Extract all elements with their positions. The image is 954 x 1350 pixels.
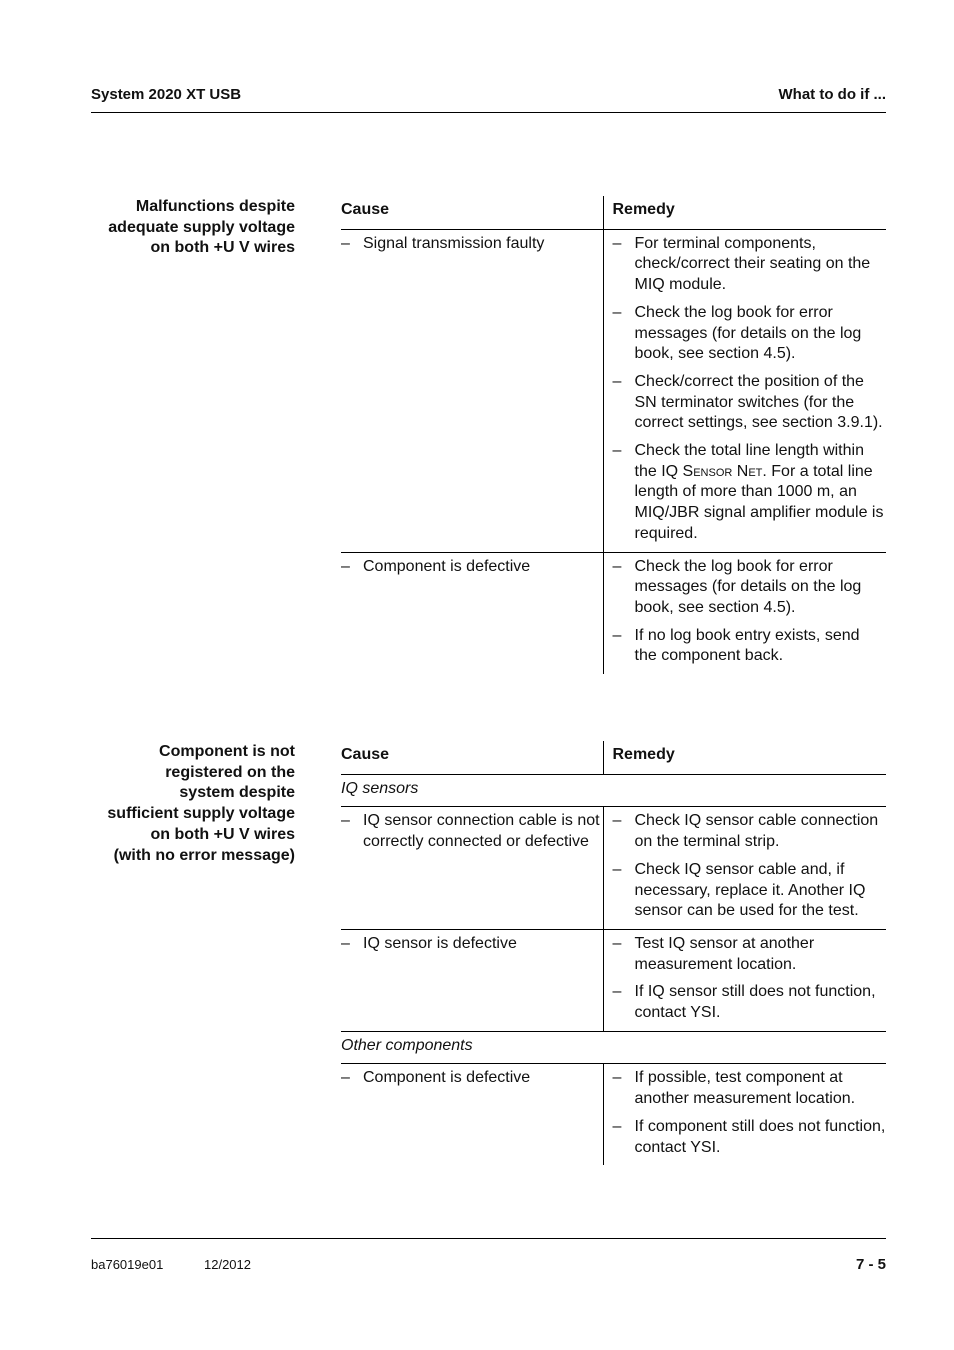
group-row: [341, 774, 886, 807]
section2-heading: [60, 742, 295, 866]
remedy-text: Check the log book for error messages (for details on the log book, see section 4.5).: [634, 303, 862, 363]
section2-heading-line: (with no error message): [113, 846, 295, 864]
cause-cell: [341, 552, 603, 674]
list-item: [613, 557, 887, 619]
cause-text: Component is defective: [363, 1069, 531, 1087]
section2-heading-line: registered on the: [165, 763, 295, 781]
dash-bullet: –: [612, 234, 622, 252]
dash-bullet: –: [612, 303, 622, 321]
table-row: [341, 807, 886, 930]
cause-text: Signal transmission faulty: [363, 234, 545, 252]
remedy-text: Check IQ sensor cable and, if necessary, replace it. Another IQ sensor can be used for the test.: [634, 860, 866, 920]
list-item: [613, 811, 887, 852]
column-header-cause: Cause: [341, 196, 603, 229]
column-header-cause: Cause: [341, 741, 603, 774]
section2-heading-line: sufficient supply voltage: [107, 805, 295, 823]
remedy-text: Check the log book for error messages (for details on the log book, see section 4.5).: [634, 557, 862, 616]
remedy-cell: [603, 807, 886, 930]
remedy-text: If possible, test component at another measurement location.: [634, 1069, 856, 1108]
section2-heading-line: Component is not: [159, 743, 295, 760]
remedy-text: If no log book entry exists, send the component back.: [634, 626, 860, 665]
remedy-cell: [603, 552, 886, 674]
cause-cell: [341, 1064, 603, 1165]
remedy-text: Test IQ sensor at another measurement location.: [634, 934, 815, 973]
dash-bullet: –: [612, 557, 622, 575]
header-title: System 2020 XT USB: [91, 86, 242, 103]
remedy-cell: [603, 1064, 886, 1165]
list-item: [613, 303, 887, 365]
list-item: [613, 626, 887, 667]
dash-bullet: –: [612, 626, 622, 644]
remedy-text: Check/correct the position of the SN terminator switches (for the correct settings, see section 3.9.1).: [634, 372, 883, 432]
header-section: What to do if ...: [778, 86, 886, 103]
table-header-row: [341, 196, 886, 229]
list-item: [613, 1068, 887, 1109]
dash-bullet: –: [612, 812, 622, 830]
dash-bullet: –: [612, 983, 622, 1001]
section2-heading-line: on both +U V wires: [150, 825, 295, 843]
list-item: [613, 372, 887, 434]
dash-bullet: –: [341, 557, 350, 575]
list-item: [613, 982, 887, 1023]
cause-cell: [341, 807, 603, 930]
column-header-remedy: Remedy: [603, 741, 886, 774]
list-item: [613, 934, 887, 975]
remedy-text: If component still does not function, contact YSI.: [634, 1117, 886, 1156]
dash-bullet: –: [341, 812, 350, 830]
dash-bullet: –: [341, 234, 350, 252]
header-divider: [91, 112, 886, 113]
remedy-cell: [603, 929, 886, 1031]
document-date: 12/2012: [204, 1257, 251, 1272]
dash-bullet: –: [612, 1117, 622, 1135]
cause-cell: [341, 929, 603, 1031]
list-item: [613, 860, 887, 922]
remedy-text: For terminal components, check/correct their seating on the MIQ module.: [634, 234, 871, 294]
brand-term: Sensor Net: [682, 462, 763, 480]
dash-bullet: –: [341, 1069, 350, 1087]
document-id: ba76019e01: [91, 1257, 164, 1272]
cause-text: IQ sensor connection cable is not correctly connected or defective: [363, 812, 600, 851]
remedy-text: If IQ sensor still does not function, contact YSI.: [634, 983, 876, 1022]
list-item: [613, 1117, 887, 1158]
footer-divider: [91, 1238, 886, 1239]
dash-bullet: –: [612, 934, 622, 952]
remedy-cell: [603, 229, 886, 552]
section1-heading-line: Malfunctions despite: [135, 198, 295, 215]
column-header-remedy: Remedy: [603, 196, 886, 229]
group-label-iq-sensors: IQ sensors: [341, 774, 886, 807]
dash-bullet: –: [612, 372, 622, 390]
section1-heading: [60, 197, 295, 259]
list-item: [613, 441, 887, 545]
table-row: [341, 1064, 886, 1165]
remedy-text: Check IQ sensor cable connection on the terminal strip.: [634, 812, 879, 851]
section1-heading-line: adequate supply voltage: [108, 218, 295, 236]
section1-heading-line: on both +U V wires: [150, 239, 295, 257]
table-row: [341, 229, 886, 552]
group-label-other-components: Other components: [341, 1031, 886, 1064]
section1-table: [341, 196, 886, 674]
dash-bullet: –: [612, 442, 622, 460]
table-row: [341, 929, 886, 1031]
cause-text: IQ sensor is defective: [363, 934, 517, 952]
cause-text: Component is defective: [363, 557, 531, 575]
dash-bullet: –: [612, 1069, 622, 1087]
remedy-text: Check the total line length within the IQ Sensor Net. For a total line length of more than 1000 m, an MIQ/JBR signal amplifier module is required.: [634, 442, 884, 542]
page-number: 7 - 5: [855, 1256, 886, 1273]
group-row: [341, 1031, 886, 1064]
dash-bullet: –: [341, 934, 350, 952]
table-row: [341, 552, 886, 674]
section2-table: [341, 741, 886, 1165]
section2-heading-line: system despite: [179, 784, 295, 802]
dash-bullet: –: [612, 860, 622, 878]
table-header-row: [341, 741, 886, 774]
cause-cell: [341, 229, 603, 552]
list-item: [613, 234, 887, 296]
